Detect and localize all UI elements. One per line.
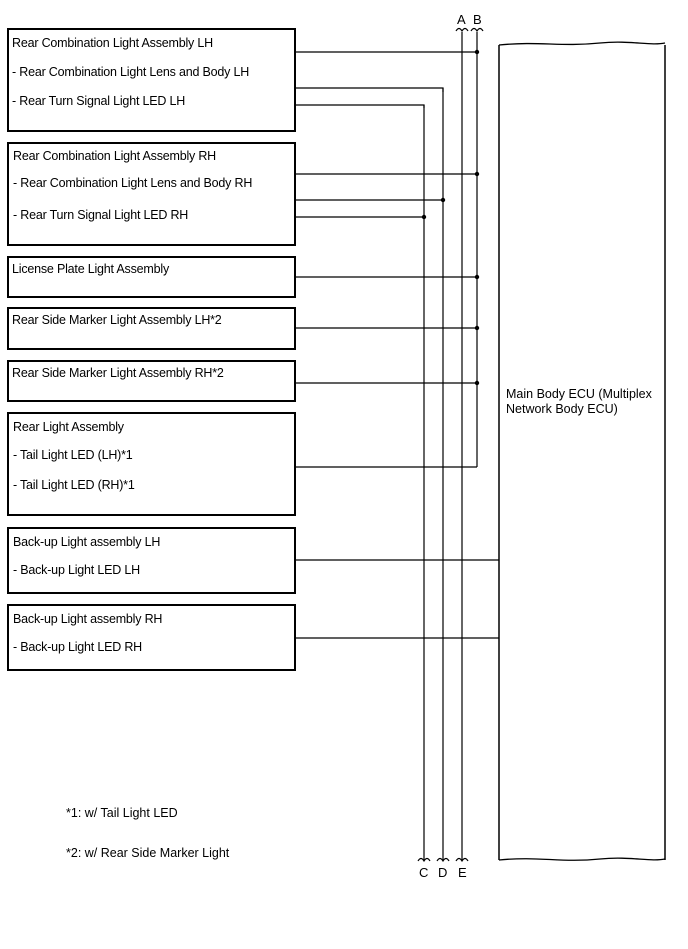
component-box-rear-light [7,412,296,516]
component-box-license-plate [7,256,296,298]
component-item: - Tail Light LED (LH)*1 [13,448,133,462]
component-box-rear-combination-lh [7,28,296,132]
squiggle-b [471,29,483,32]
squiggle-a [456,29,468,32]
component-title: Rear Side Marker Light Assembly LH*2 [12,313,222,327]
component-box-side-marker-rh [7,360,296,402]
component-item: - Back-up Light LED RH [13,640,142,654]
component-item: - Rear Combination Light Lens and Body LH [12,65,250,79]
component-item: - Tail Light LED (RH)*1 [13,478,135,492]
ecu-label: Main Body ECU (Multiplex Network Body ECU) [506,387,652,416]
component-title: Back-up Light assembly RH [13,612,163,626]
component-title: Rear Light Assembly [13,420,124,434]
component-box-backup-rh [7,604,296,671]
bus-label-d: D [438,865,448,880]
component-title: Rear Combination Light Assembly RH [13,149,217,163]
component-item: - Rear Turn Signal Light LED RH [13,208,189,222]
component-item: - Back-up Light LED LH [13,563,140,577]
component-box-backup-lh [7,527,296,594]
bus-label-b: B [473,12,482,27]
bus-label-c: C [419,865,429,880]
component-box-rear-combination-rh [7,142,296,246]
component-item: - Rear Combination Light Lens and Body RH [13,176,253,190]
bus-label-a: A [457,12,466,27]
component-item: - Rear Turn Signal Light LED LH [12,94,186,108]
footnote-1: *1: w/ Tail Light LED [66,806,178,820]
component-box-side-marker-lh [7,307,296,350]
component-title: License Plate Light Assembly [12,262,169,276]
footnote-2: *2: w/ Rear Side Marker Light [66,846,230,860]
component-title: Rear Combination Light Assembly LH [12,36,213,50]
component-title: Rear Side Marker Light Assembly RH*2 [12,366,224,380]
component-title: Back-up Light assembly LH [13,535,161,549]
bus-label-e: E [458,865,467,880]
